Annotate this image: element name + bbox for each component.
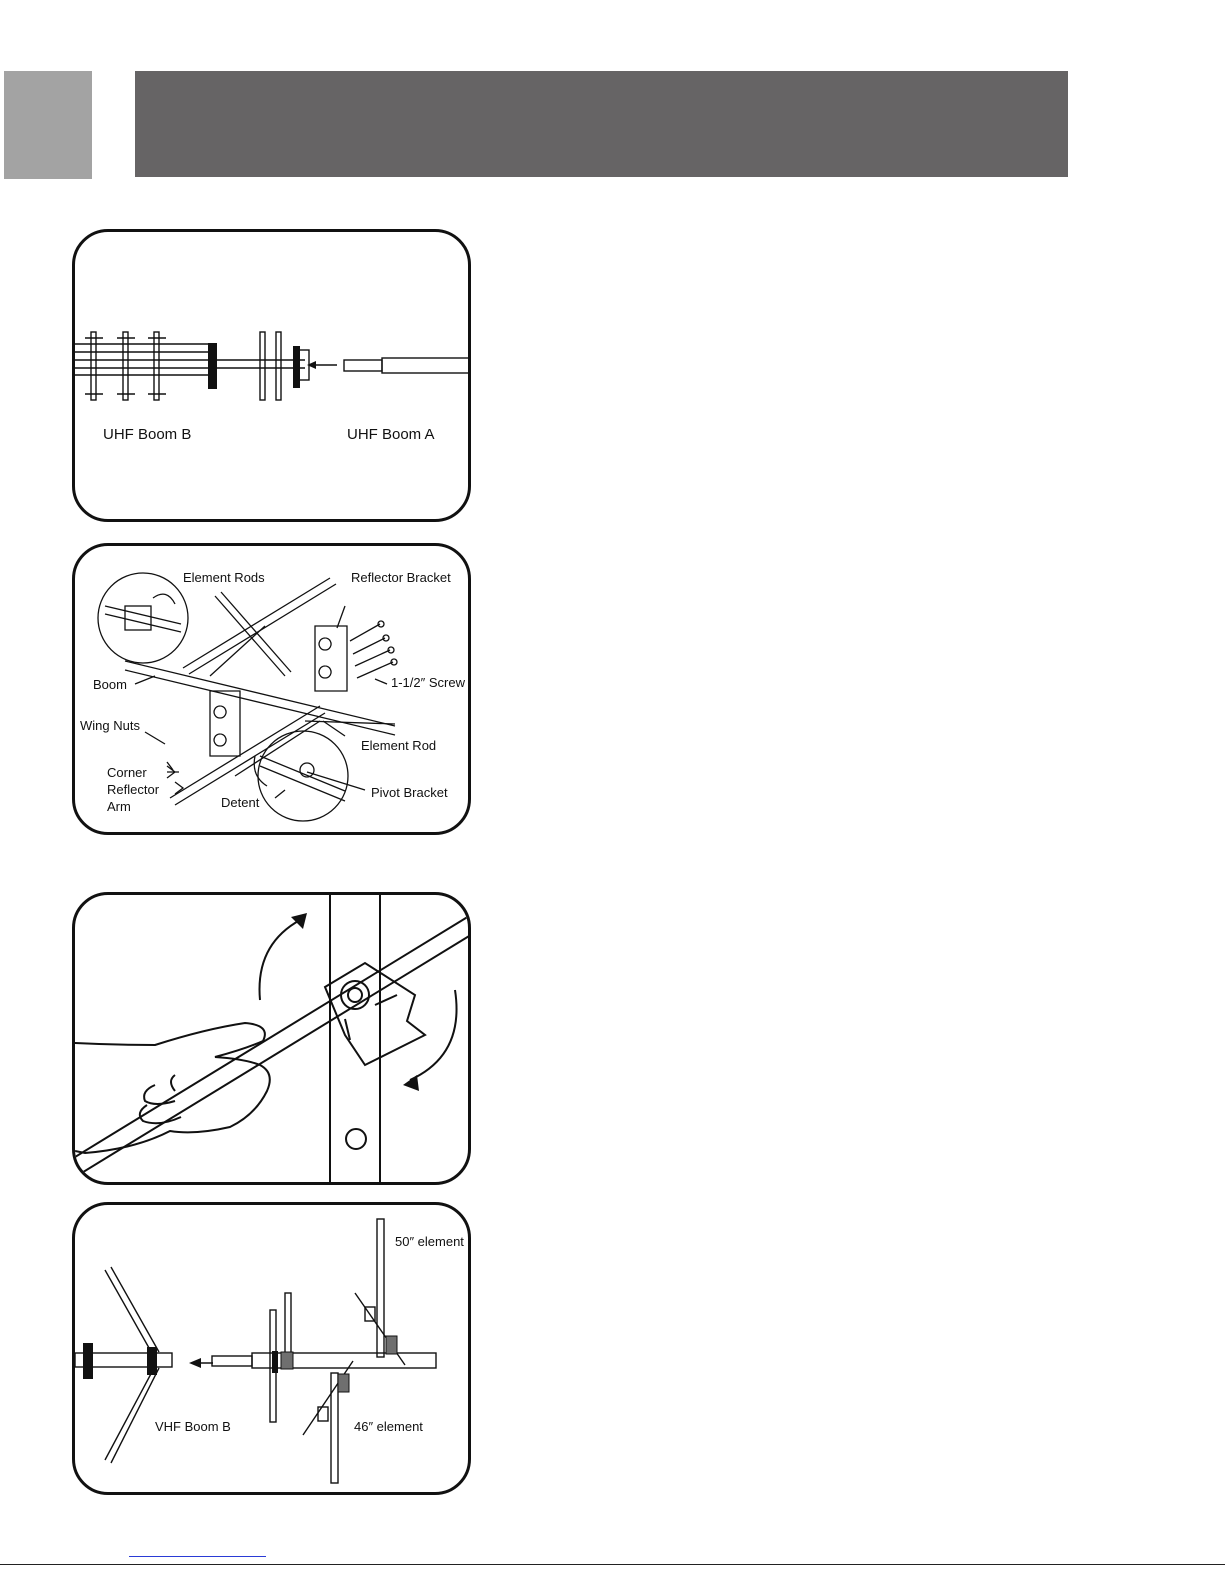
reflector-drawing bbox=[75, 546, 471, 835]
label-reflector-bracket: Reflector Bracket bbox=[351, 570, 451, 585]
label-46-element: 46″ element bbox=[354, 1419, 423, 1434]
section-tab-block bbox=[4, 71, 92, 179]
label-corner-line2: Reflector bbox=[107, 782, 160, 797]
label-corner-line3: Arm bbox=[107, 799, 131, 814]
label-vhf-boom-b: VHF Boom B bbox=[155, 1419, 231, 1434]
footer-rule bbox=[0, 1564, 1225, 1565]
uhf-boom-drawing bbox=[75, 232, 471, 522]
uhf-boom-figure bbox=[72, 229, 471, 522]
label-uhf-boom-b: UHF Boom B bbox=[103, 426, 192, 443]
vhf-boom-figure bbox=[72, 1202, 471, 1495]
label-element-rod: Element Rod bbox=[361, 738, 437, 753]
reflector-assembly-figure bbox=[72, 543, 471, 835]
label-uhf-boom-a: UHF Boom A bbox=[347, 426, 435, 443]
label-50-element: 50″ element bbox=[395, 1234, 464, 1249]
label-boom: Boom bbox=[93, 677, 127, 692]
label-element-rods: Element Rods bbox=[183, 570, 265, 585]
vhf-boom-drawing bbox=[75, 1205, 471, 1495]
unfold-arm-figure bbox=[72, 892, 471, 1185]
page-header-bar bbox=[135, 71, 1068, 177]
label-wing-nuts: Wing Nuts bbox=[80, 718, 140, 733]
label-pivot-bracket: Pivot Bracket bbox=[371, 785, 448, 800]
label-corner-line1: Corner bbox=[107, 765, 147, 780]
footer-link-underline[interactable] bbox=[129, 1556, 266, 1557]
unfold-arm-drawing bbox=[75, 895, 471, 1185]
label-detent: Detent bbox=[221, 795, 260, 810]
label-screw: 1-1/2″ Screw bbox=[391, 675, 465, 690]
